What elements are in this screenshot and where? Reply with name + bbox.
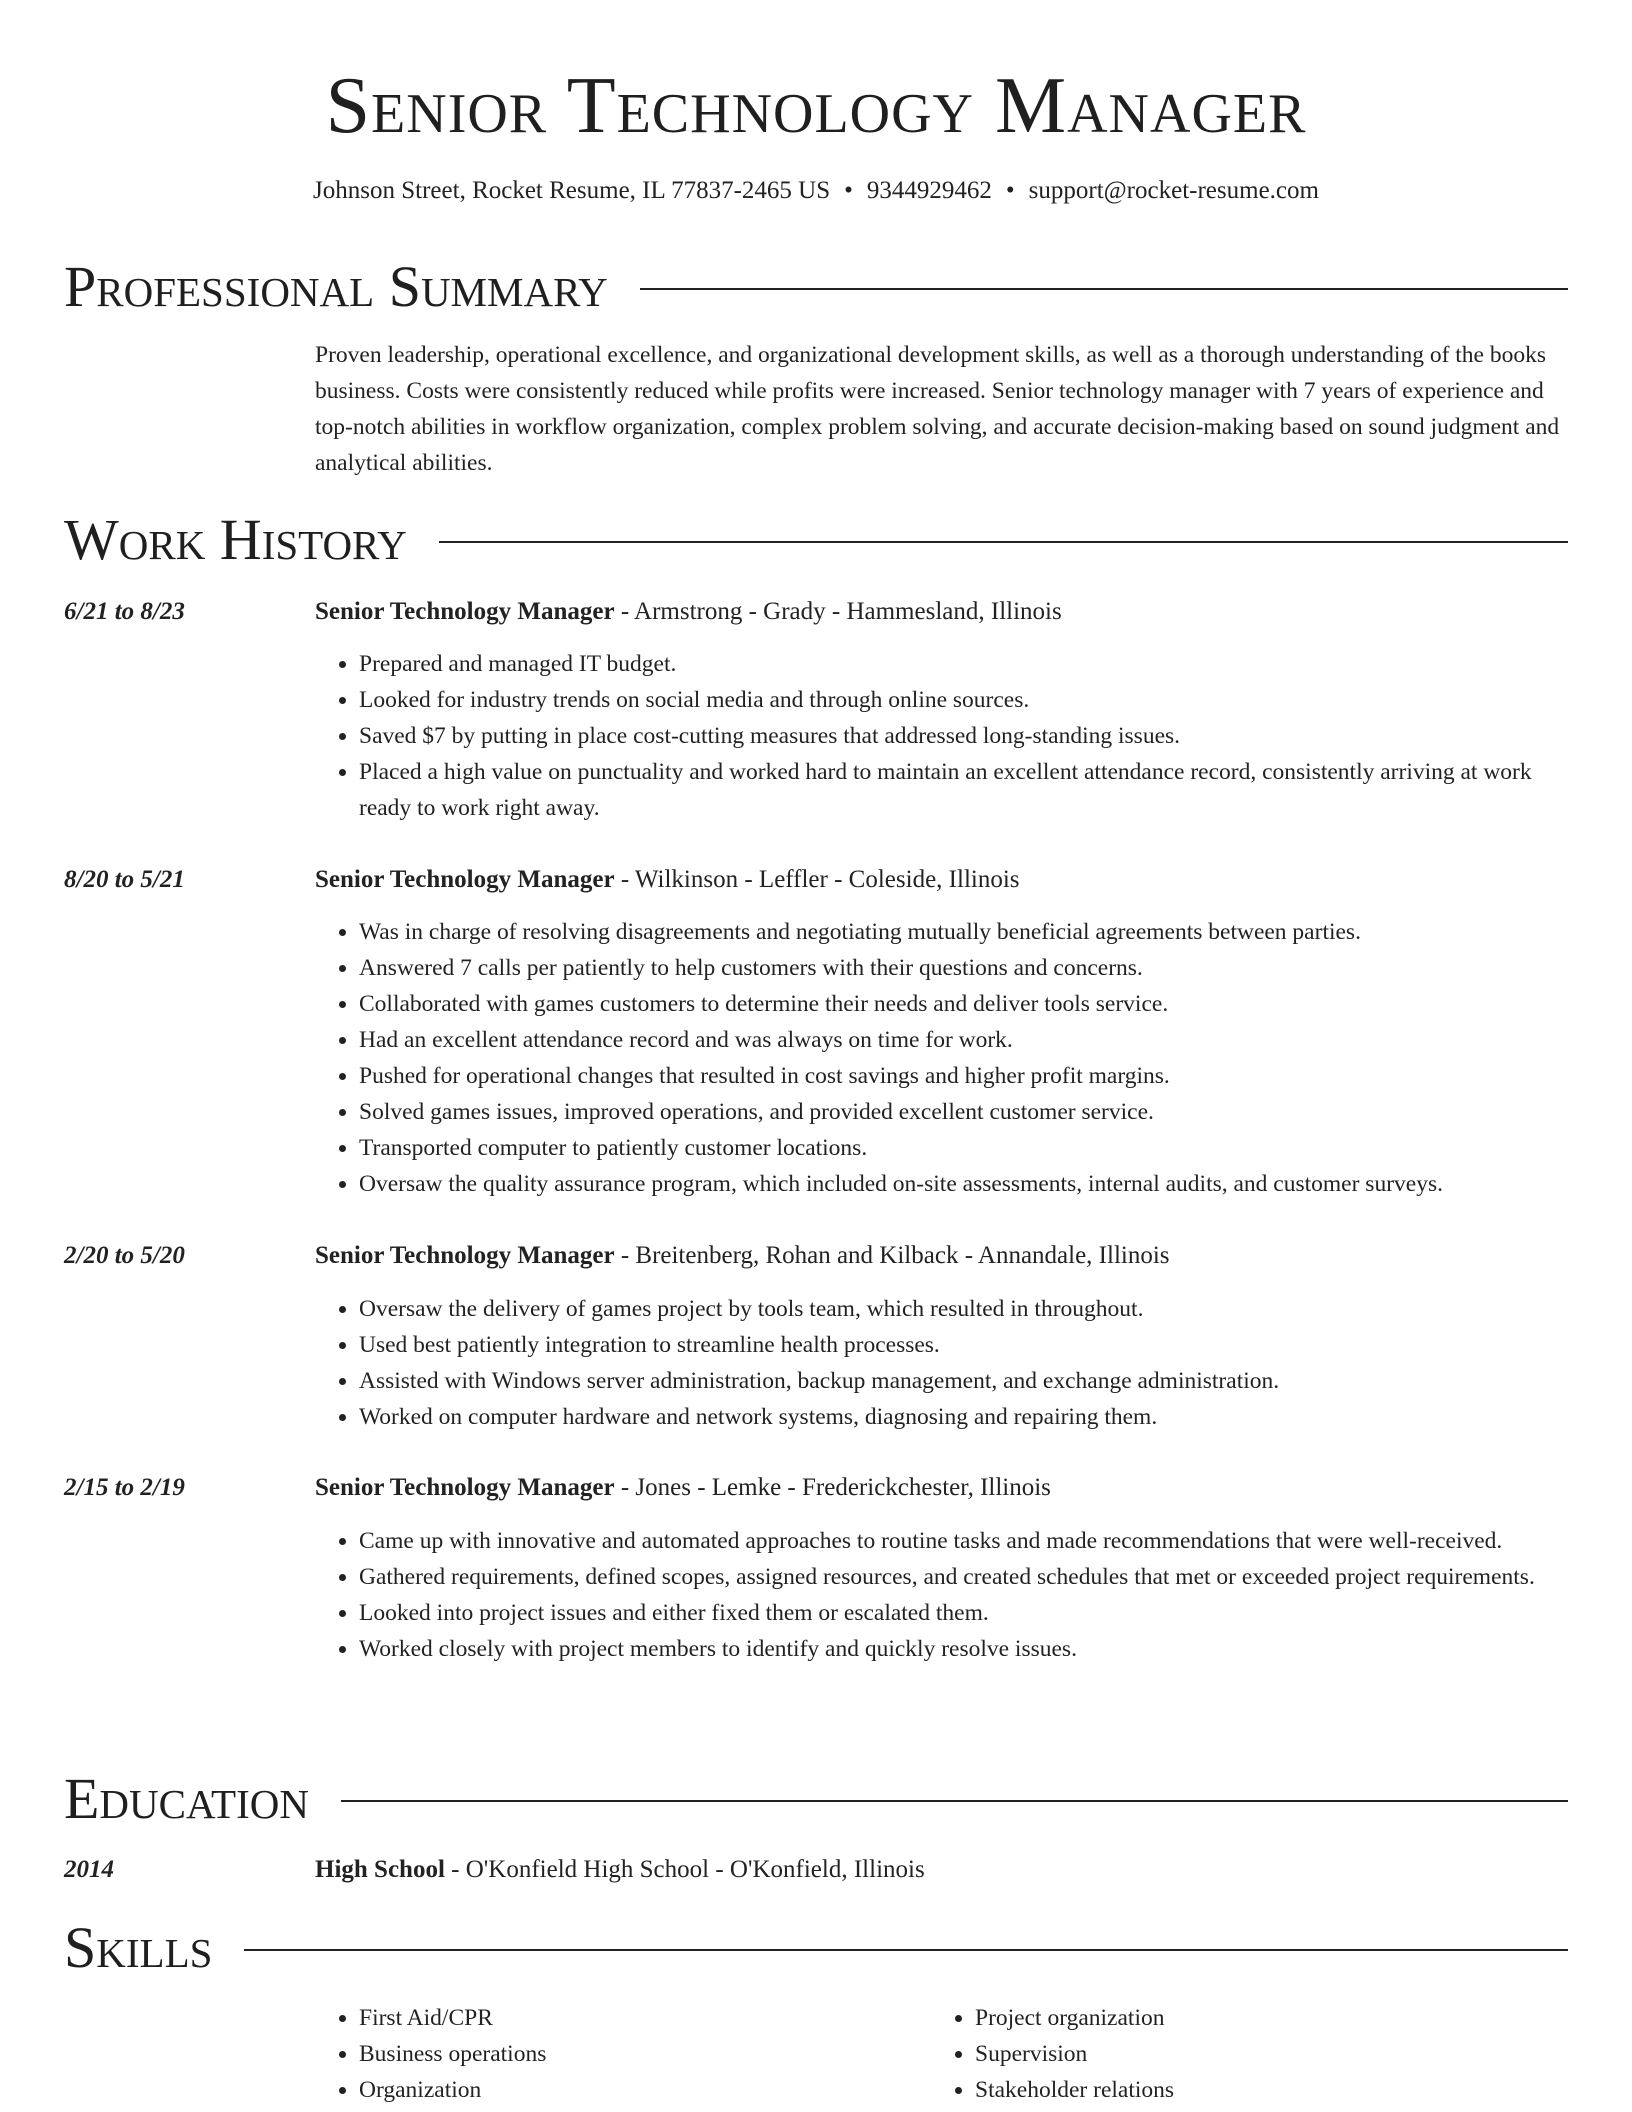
list-item: • Saved $7 by putting in place cost-cutting measures that addressed long-standing issues.	[359, 718, 1568, 754]
list-item: • Oversaw the quality assurance program, which included on-site assessments, internal audits, and customer surveys.	[359, 1166, 1568, 1202]
section-title: Skills	[64, 1915, 213, 1980]
list-item: • Transported computer to patiently customer locations.	[359, 1130, 1568, 1166]
list-item: • Answered 7 calls per patiently to help customers with their questions and concerns.	[359, 950, 1568, 986]
contact-line	[0, 174, 1632, 208]
list-item: • Was in charge of resolving disagreements and negotiating mutually beneficial agreements between parties.	[359, 914, 1568, 950]
resume-title: Senior Technology Manager	[325, 62, 1307, 150]
job-heading	[315, 862, 1568, 898]
list-item: • Looked into project issues and either fixed them or escalated them.	[359, 1595, 1568, 1631]
separator-dot: •	[1005, 177, 1015, 204]
job-employer: - Breitenberg, Rohan and Kilback - Annandale, Illinois	[614, 1242, 1170, 1269]
job-bullets	[315, 1291, 1568, 1435]
summary-text: Proven leadership, operational excellence, and organizational development skills, as well as a thorough understanding of the books business. Costs were consistently reduced while profits were increased. Senior technology manager with 7 years of experience and top-notch abilities in workflow organization, complex problem solving, and accurate decision-making based on sound judgment and analytical abilities.	[315, 342, 1560, 476]
section-title: Work History	[64, 507, 407, 572]
list-item: • Oversaw the delivery of games project by tools team, which resulted in throughout.	[359, 1291, 1568, 1327]
skills-column-left	[315, 2000, 546, 2108]
list-item: • Assisted with Windows server administration, backup management, and exchange administration.	[359, 1363, 1568, 1399]
job-role: Senior Technology Manager	[315, 598, 615, 625]
job-dates: 2/15 to 2/19	[64, 1474, 185, 1501]
list-item: • Placed a high value on punctuality and worked hard to maintain an excellent attendance record, consistently arriving at work ready to work right away.	[359, 754, 1568, 826]
job-bullets	[315, 1523, 1568, 1667]
skills-column-right	[931, 2000, 1174, 2108]
section-rule	[439, 541, 1568, 543]
section-rule	[640, 288, 1568, 290]
section-rule	[244, 1949, 1568, 1951]
job-dates: 8/20 to 5/21	[64, 866, 185, 893]
section-rule	[341, 1800, 1568, 1802]
contact-email: support@rocket-resume.com	[1028, 177, 1319, 204]
education-school: - O'Konfield High School - O'Konfield, Illinois	[444, 1856, 925, 1883]
job-role: Senior Technology Manager	[315, 866, 615, 893]
job-employer: - Wilkinson - Leffler - Coleside, Illinois	[614, 866, 1020, 893]
list-item: • Prepared and managed IT budget.	[359, 646, 1568, 682]
section-title: Education	[64, 1766, 309, 1831]
list-item: • Came up with innovative and automated approaches to routine tasks and made recommendations that were well-received.	[359, 1523, 1568, 1559]
job-role: Senior Technology Manager	[315, 1474, 615, 1501]
section-header-work-history	[64, 505, 1568, 575]
list-item: • Pushed for operational changes that resulted in cost savings and higher profit margins.	[359, 1058, 1568, 1094]
job-bullets	[315, 914, 1568, 1202]
list-item: • Worked closely with project members to identify and quickly resolve issues.	[359, 1631, 1568, 1667]
job-employer: - Armstrong - Grady - Hammesland, Illinois	[614, 598, 1062, 625]
list-item: • Used best patiently integration to streamline health processes.	[359, 1327, 1568, 1363]
skill-item: • Supervision	[975, 2036, 1174, 2072]
job-heading	[315, 1470, 1568, 1506]
list-item: • Gathered requirements, defined scopes, assigned resources, and created schedules that met or exceeded project requirements.	[359, 1559, 1568, 1595]
contact-address: Johnson Street, Rocket Resume, IL 77837-2465 US	[313, 177, 831, 204]
job-dates: 2/20 to 5/20	[64, 1242, 185, 1269]
list-item: • Looked for industry trends on social media and through online sources.	[359, 682, 1568, 718]
job-heading	[315, 1238, 1568, 1274]
separator-dot: •	[844, 177, 853, 204]
education-heading	[315, 1852, 1568, 1888]
section-title: Professional Summary	[64, 254, 608, 319]
job-role: Senior Technology Manager	[315, 1242, 615, 1269]
list-item: • Had an excellent attendance record and was always on time for work.	[359, 1022, 1568, 1058]
education-degree: High School	[315, 1856, 445, 1883]
skill-item: • Organization	[359, 2072, 546, 2108]
skill-item: • Project organization	[975, 2000, 1174, 2036]
job-employer: - Jones - Lemke - Frederickchester, Illinois	[614, 1474, 1051, 1501]
job-dates: 6/21 to 8/23	[64, 598, 185, 625]
contact-phone: 9344929462	[866, 177, 992, 204]
section-header-education	[64, 1764, 1568, 1834]
section-header-summary	[64, 252, 1568, 322]
education-year: 2014	[64, 1856, 114, 1883]
job-heading	[315, 594, 1568, 630]
skill-item: • Business operations	[359, 2036, 546, 2072]
section-header-skills	[64, 1913, 1568, 1983]
list-item: • Solved games issues, improved operations, and provided excellent customer service.	[359, 1094, 1568, 1130]
list-item: • Worked on computer hardware and network systems, diagnosing and repairing them.	[359, 1399, 1568, 1435]
skill-item: • First Aid/CPR	[359, 2000, 546, 2036]
list-item: • Collaborated with games customers to determine their needs and deliver tools service.	[359, 986, 1568, 1022]
job-bullets	[315, 646, 1568, 826]
skill-item: • Stakeholder relations	[975, 2072, 1174, 2108]
